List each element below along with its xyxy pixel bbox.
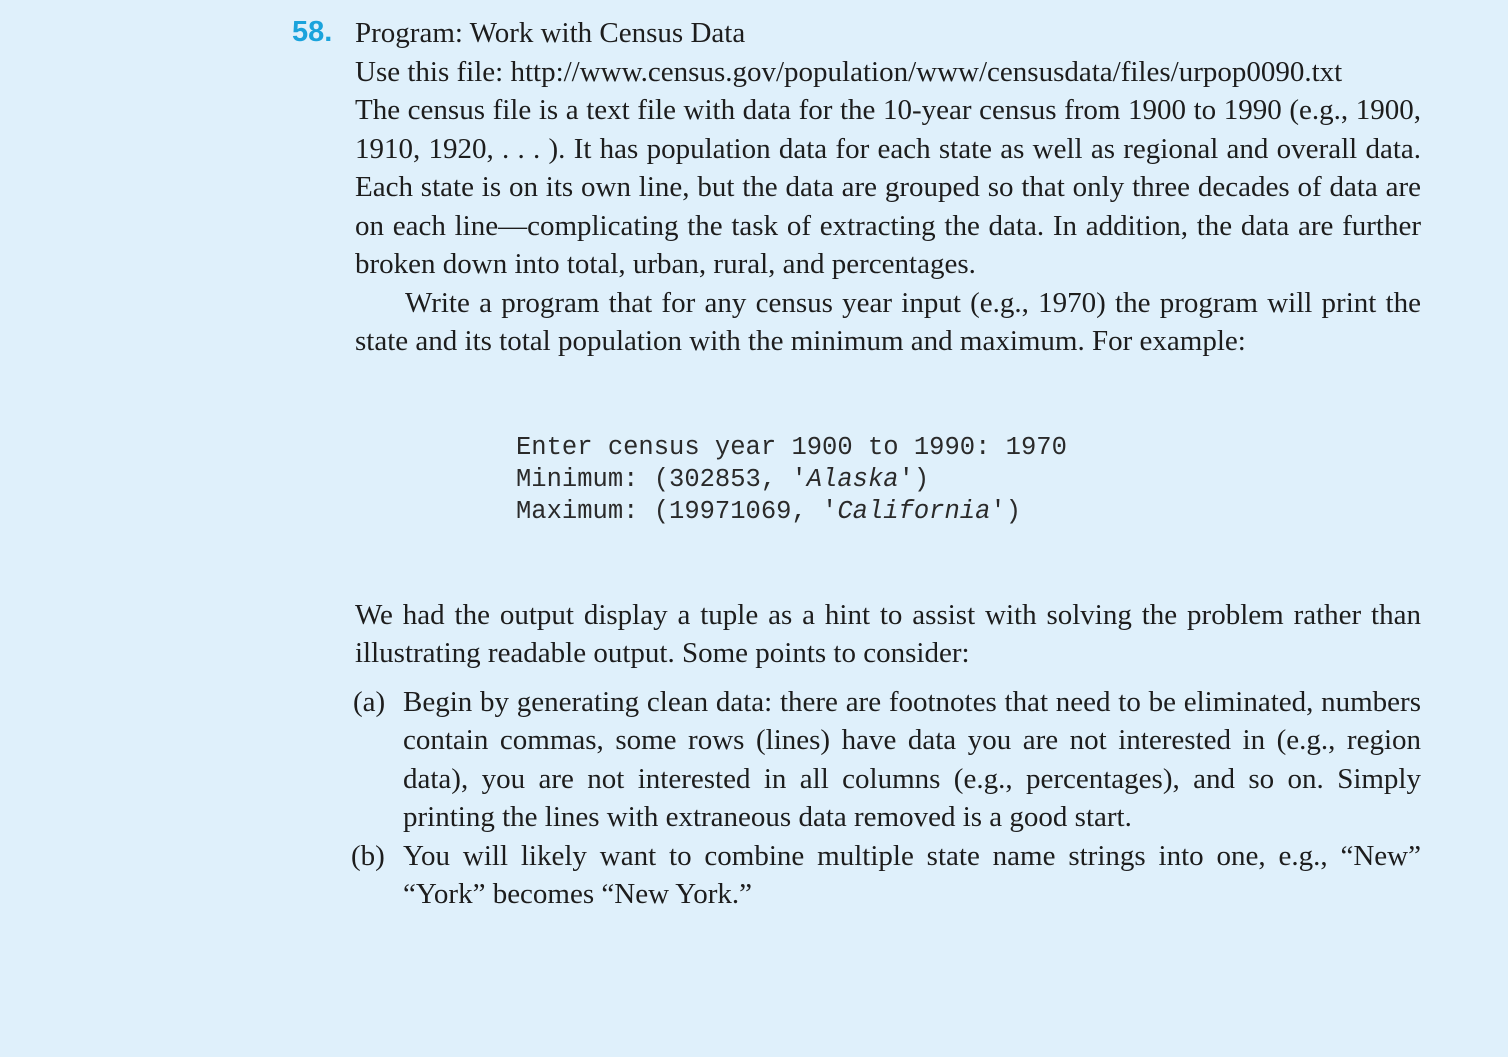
code-example (516, 432, 1421, 528)
code-min-suffix: ') (898, 464, 930, 494)
exercise-content (351, 14, 1421, 914)
code-max-suffix: ') (990, 496, 1021, 526)
points-list (351, 683, 1421, 914)
point-a (355, 683, 1421, 837)
code-line-input: Enter census year 1900 to 1990: 1970 (516, 432, 1067, 462)
code-max-state: California (837, 496, 991, 526)
exercise-title: Program: Work with Census Data (355, 17, 746, 49)
point-text: Begin by generating clean data: there are footnotes that need to be eliminated, numbers contain commas, some rows (lines) have data you are not interested in (e.g., region data), you are not interested in all columns (e.g., percentages), and so on. Simply printing the lines with extraneous data removed is a good start. (403, 685, 1421, 833)
point-label: (b) (351, 839, 385, 872)
paragraph-task: Write a program that for any census year input (e.g., 1970) the program will print the state and its total population with the minimum and maximum. For example: (355, 286, 1421, 357)
point-text: You will likely want to combine multiple state name strings into one, e.g., “New” “York” becomes “New York.” (403, 839, 1421, 910)
code-line-minimum (516, 464, 1421, 496)
exercise-number: 58. (292, 16, 333, 48)
code-max-prefix: Maximum: (19971069, ' (516, 496, 838, 526)
source-file-line: Use this file: http://www.census.gov/population/www/censusdata/files/urpop0090.txt (355, 55, 1343, 88)
paragraph-census-description: The census file is a text file with data for the 10-year census from 1900 to 1990 (e.g., 1900, 1910, 1920, . . . ). It has population data for each state as well as regional and overall data. Each state is on its own line, but the data are grouped so that only three decades of data are on each line—complicating the task of extracting the data. In addition, the data are further broken down into total, urban, rural, and percentages. (355, 94, 1421, 280)
point-label: (a) (353, 685, 386, 718)
code-min-state: Alaska (806, 464, 899, 494)
code-min-prefix: Minimum: (302853, ' (516, 464, 807, 494)
point-b (351, 837, 1421, 914)
code-line-maximum (516, 496, 1421, 528)
paragraph-hint: We had the output display a tuple as a hint to assist with solving the problem rather than illustrating readable output. Some points to consider: (355, 598, 1421, 669)
